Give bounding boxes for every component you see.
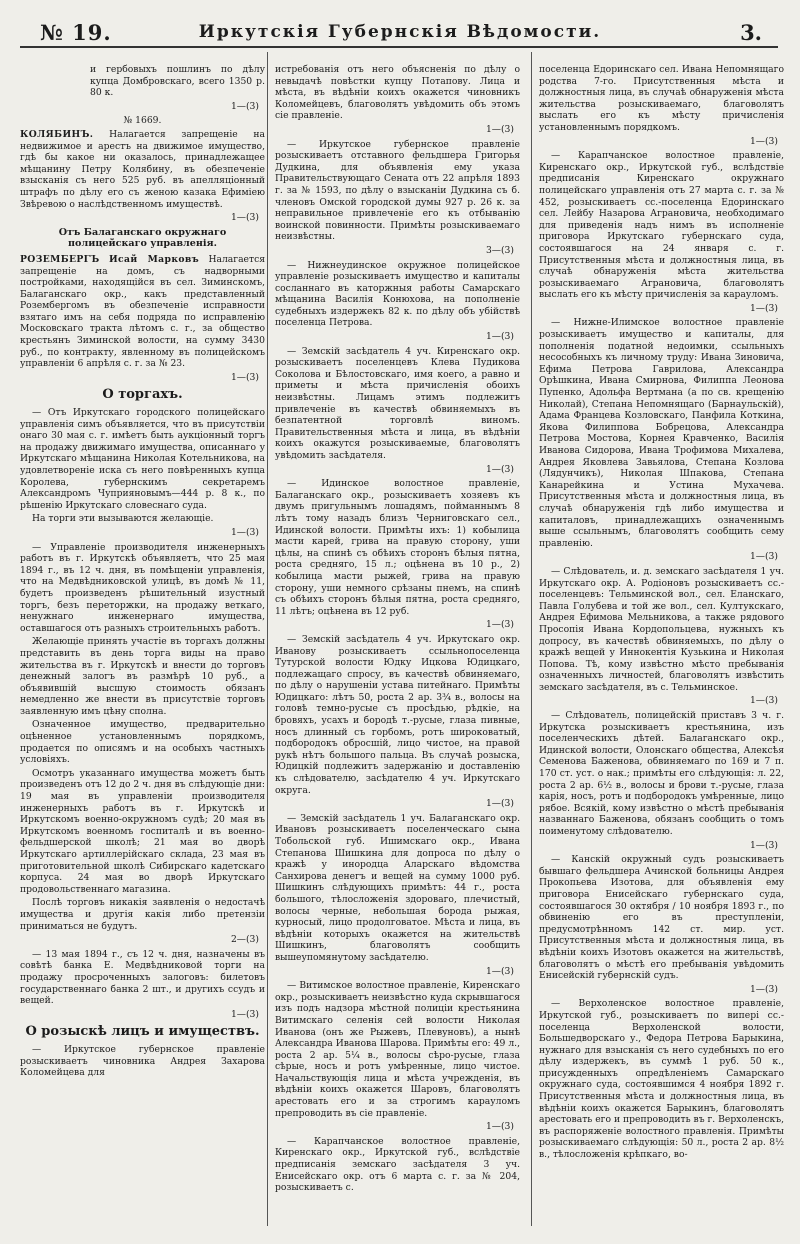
notice-paragraph: — Слѣдователь, и. д. земскаго засѣдателя 1 уч. Иркутскаго окр. А. Родіоновъ розыскиваетъ сс.-поселенцевъ: Тельминской вол., сел. Еланскаго, Павла Голубева и той же вол., сел. Култукскаго, Андрея Ефимова Мельникова, а также рядового Просопія Ивана Кордопольцева, нужныхъ къ допросу, въ качествѣ обвиняемыхъ, по дѣлу о кражѣ вещей у Иннокентія Кузькина и Николая Попова. Тѣ, кому извѣстно мѣсто пребыванія означенныхъ личностей, благоволятъ извѣстить земскаго засѣдателя, въ с. Тельминское. — [539, 565, 784, 693]
notice-signature: 3—(3) — [485, 244, 514, 256]
notice-paragraph: — Витимское волостное правленіе, Киренскаго окр., розыскиваетъ неизвѣстно куда скрывшагося изъ подъ надзора мѣстной полиціи крестьянина Витимскаго селенія сей волости Николая Иванова (онъ же Рыжевъ, Плевуновъ), а нынѣ Александра Иванова Шарова. Примѣты его: 49 л., роста 2 ар. 5¼ в., волосы сѣро-русые, глаза сѣрые, носъ и ротъ умѣренные, лицо чистое. Начальствующія лица и мѣста учрежденія, въ вѣдѣніи коихъ окажется Шаровъ, благоволятъ арестовать его и за строгимъ карауломъ препроводить въ сіе правленіе. — [275, 980, 520, 1119]
notice-paragraph: — 13 мая 1894 г., съ 12 ч. дня, назначены въ совѣтѣ банка Е. Медвѣдниковой торги на продажу просроченныхъ залоговъ: билетовъ государственнаго банка 2 шт., и другихъ ссудъ и вещей. — [20, 948, 265, 1007]
notice-surname: КОЛЯБИНЪ. — [20, 128, 94, 140]
notice-paragraph: — Земскій засѣдатель 4 уч. Киренскаго окр. розыскиваетъ поселенцевъ Клева Пудикова Соколова и Бѣлостовскаго, имя коего, а равно и приметы и мѣста причисленія обоихъ неизвѣстны. Лицамъ этимъ подлежитъ привлеченіе въ качествѣ обвиняемыхъ въ безпатентной торговлѣ виномъ. Правительственныя мѣста и лица, въ вѣдѣніи коихъ окажутся розыскиваемые, благоволятъ увѣдомить засѣдателя. — [275, 345, 520, 461]
page-number: 3. — [740, 20, 762, 45]
notice-paragraph: и гербовыхъ пошлинъ по дѣлу купца Домбровскаго, всего 1350 р. 80 к. — [90, 64, 265, 99]
column-right — [539, 64, 784, 1232]
notice-paragraph: Послѣ торговъ никакія заявленія о недостачѣ имущества и другія какія либо претензіи приниматься не будутъ. — [20, 897, 265, 932]
notice-signature: 1—(3) — [749, 551, 778, 563]
notice-signature: 1—(3) — [230, 371, 259, 383]
notice-signature: 1—(3) — [230, 1008, 259, 1020]
notice-signature: 1—(3) — [230, 526, 259, 538]
section-heading-auctions: О торгахъ. — [102, 387, 183, 403]
notice-paragraph: — Нижнеудинское окружное полицейское управленіе розыскиваетъ имущество и капиталы сосланнаго въ каторжныя работы Самарскаго мѣщанина Василія Конюхова, на пополненіе судебныхъ издержекъ 82 к. по дѣлу объ убійствѣ поселенца Петрова. — [275, 259, 520, 329]
notice-paragraph: — Слѣдователь, полицейскій приставъ 3 ч. г. Иркутска розыскиваетъ крестьянина, изъ поселенческихъ дѣтей. Балаганскаго окр., Идинской волости, Олонскаго общества, Алексѣя Семенова Баженова, обвиняемаго по 169 и 7 п. 170 ст. уст. о нак.; примѣты его слѣдующія: л. 22, роста 2 ар. 6½ в., волосы и брови т.-русые, глаза карія, носъ, ротъ и подбородокъ умѣренные, лицо рябое. Всякій, кому извѣстно о мѣстѣ пребыванія названнаго Баженова, обязанъ сообщить о томъ поименутому слѣдователю. — [539, 710, 784, 837]
section-subheading: Отъ Балаганскаго окружнаго полицейскаго управленія. — [58, 226, 227, 250]
notice-paragraph: — Отъ Иркутскаго городского полицейскаго управленія симъ объявляется, что въ присутствіи онаго 30 мая с. г. имѣетъ быть аукціонный торгъ на продажу движимаго имущества, описаннаго у Иркутскаго мѣщанина Николая Котельникова, на удовлетвореніе иска съ него повѣренныхъ купца Королева, губернскимъ секретаремъ Александромъ Чуприяновымъ—444 р. 8 к., по рѣшенію Иркутскаго словеснаго суда. — [20, 407, 265, 511]
notice-paragraph: — Земскій засѣдатель 4 уч. Иркутскаго окр. Иванову розыскиваетъ ссыльнопоселенца Тутурской волости Юдку Ицкова Юдицкаго, подлежащаго спросу, въ качествѣ обвиняемаго, по дѣлу о нарушеніи устава питейнаго. Примѣты Юдицкаго: лѣтъ 50, роста 2 ар. 3¾ в., волосы на головѣ темно-русые съ просѣдью, рѣдкіе, на бровяхъ, усахъ и бородѣ т.-русые, глаза пивные, носъ длинный съ горбомъ, ротъ широковатый, подбородокъ обросшій, лицо чистое, на правой рукѣ нѣтъ большого пальца. Въ случаѣ розыска, Юдицкій подлежитъ задержанію и доставленію къ слѣдователю, засѣдателю 4 уч. Иркутскаго округа. — [275, 633, 520, 796]
notice-signature: 2—(3) — [230, 934, 259, 946]
notice-signature: 1—(3) — [749, 695, 778, 707]
notice-paragraph: поселенца Едоринскаго сел. Ивана Непомнящаго родства 7-го. Присутственныя мѣста и должностныя лица, въ случаѣ обнаруженія мѣста жительства розыскиваемаго, благоволятъ выслать его къ мѣсту причисленія установленнымъ порядкомъ. — [539, 64, 784, 133]
notice-signature: 1—(3) — [485, 798, 514, 810]
notice-signature: 1—(3) — [230, 212, 259, 224]
notice-paragraph: — Управленіе производителя инженерныхъ работъ въ г. Иркутскѣ объявляетъ, что 25 мая 1894 г., въ 12 ч. дня, въ помѣщеніи управленія, что на Медвѣдниковской улицѣ, въ домѣ № 11, будетъ произведенъ рѣшительный изустный торгъ, безъ переторжки, на продажу веткаго, ненужнаго инженернаго имущества, оставшагося отъ разныхъ строительныхъ работъ. — [20, 541, 265, 634]
notice-signature: 1—(3) — [230, 100, 259, 112]
notice-paragraph: — Иркутское губернское правленіе розыскиваетъ отставного фельдшера Григорья Дудкина, для объявленія ему указа Правительствующаго Сената отъ 22 апрѣля 1893 г. за № 1593, по дѣлу о взысканіи Дудкина съ б. членовъ Омской городской думы 927 р. 26 к. за неправильное привлеченіе его къ отбыванію воинской повинности. Примѣты розыскиваемаго неизвѣстны. — [275, 138, 520, 243]
notice-number: № 1669. — [123, 115, 162, 127]
notice-signature: 1—(3) — [749, 302, 778, 314]
notice-paragraph: РОЗЕМБЕРГЪ Исай Марковъ Налагается запрещеніе на домъ, съ надворными постройками, находящійся въ сел. Зиминскомъ, Балаганскаго окр., какъ представленный Розембергомъ въ обезпеченіе исправности взятаго имъ на себя подряда по исправленію Московскаго тракта лѣтомъ с. г., за общество крестьянъ Зиминской волости, на сумму 3430 руб., по контракту, явленному въ полицейскомъ управленіи 6 апрѣля с. г. за № 23. — [20, 253, 265, 370]
notice-signature: 1—(3) — [485, 123, 514, 135]
notice-paragraph: — Земскій засѣдатель 1 уч. Балаганскаго окр. Ивановъ розыскиваетъ поселенческаго сына Тобольской губ. Ишимскаго окр., Ивана Степанова Шишкина для допроса по дѣлу о кражѣ у инородца Аларскаго вѣдомства Санхирова денегъ и вещей на сумму 1000 руб. Шишкинъ слѣдующихъ примѣтъ: 44 г., роста большого, тѣлосложенія здороваго, плечистый, волосы черные, небольшая борода рыжая, курносый, лицо продолговатое. Мѣста и лица, въ вѣдѣніи которыхъ окажется на жительствѣ Шишкинъ, благоволятъ сообщить вышеупомянутому засѣдателю. — [275, 812, 520, 963]
newspaper-title: Иркутскія Губернскія Вѣдомости. — [198, 22, 602, 42]
column-divider-right — [531, 52, 532, 1226]
notice-paragraph: — Идинское волостное правленіе, Балаганскаго окр., розыскиваетъ хозяевъ къ двумъ пригульнымъ лошадямъ, пойманнымъ 8 лѣтъ тому назадъ близъ Черниговскаго сел., Идинской волости. Примѣты ихъ: 1) кобылица масти карей, грива на правую сторону, уши цѣлы, на спинѣ съ обѣихъ сторонъ бѣлыя пятна, роста средняго, 15 л.; оцѣнена въ 10 р., 2) кобылица масти рыжей, грива на правую сторону, уши немного срѣзаны пнемъ, на спинѣ съ обѣихъ сторонъ бѣлыя пятна, роста средняго, 11 лѣтъ; оцѣнена въ 12 руб. — [275, 478, 520, 617]
notice-paragraph: — Карапчанское волостное правленіе, Киренскаго окр., Иркутской губ., вслѣдствіе предписанія земскаго засѣдателя 3 уч. Енисейскаго окр. отъ 6 марта с. г. за № 204, розыскиваетъ с. — [275, 1135, 520, 1194]
notice-signature: 1—(3) — [749, 135, 778, 147]
notice-signature: 1—(3) — [485, 1121, 514, 1133]
notice-paragraph: истребованія отъ него объясненія по дѣлу о невыдачѣ повѣстки купцу Потапову. Лица и мѣста, въ вѣдѣніи коихъ окажется чиновникъ Коломейцевъ, благоволятъ увѣдомить объ этомъ сіе правленіе. — [275, 64, 520, 122]
header-rule — [20, 46, 778, 48]
notice-paragraph: Означенное имущество, предварительно оцѣненное установленнымъ порядкомъ, продается по описямъ и на особыхъ частныхъ условіяхъ. — [20, 719, 265, 766]
notice-signature: 1—(3) — [485, 619, 514, 631]
notice-paragraph: — Иркутское губернское правленіе розыскиваетъ чиновника Андрея Захарова Коломейцева для — [20, 1043, 265, 1079]
column-left — [20, 64, 265, 1232]
notice-paragraph: — Верхоленское волостное правленіе, Иркутской губ., розыскиваетъ по випері сс.-поселенца Верхоленской волости, Большедворскаго у., Федора Петрова Барыкина, нужнаго для взысканія съ него судебныхъ по его дѣлу издержекъ, въ суммѣ 1 руб. 50 к., присужденныхъ опредѣленіемъ Самарскаго окружнаго суда, состоявшимся 4 ноября 1892 г. Присутственныя мѣста и должностныя лица, въ вѣдѣніи коихъ окажется Барыкинъ, благоволятъ арестовать его и препроводить въ г. Верхоленскъ, въ распоряженіе волостного правленія. Примѣты розыскиваемаго слѣдующія: 50 л., роста 2 ар. 8½ в., тѣлосложенія крѣпкаго, во- — [539, 998, 784, 1161]
notice-forename: Исай Марковъ — [108, 253, 200, 265]
section-heading-searches: О розыскѣ лицъ и имуществъ. — [25, 1024, 260, 1040]
notice-paragraph: — Канскій окружный судъ розыскиваетъ бывшаго фельдшера Ачинской больницы Андрея Прокопьева Изотова, для объявленія ему приговора Енисейскаго губернскаго суда, состоявшагося 30 октября / 10 ноября 1893 г., по обвиненію его въ преступленіи, предусмотрѣнномъ 142 ст. мир. уст. Присутственныя мѣста и должностныя лица, въ вѣдѣніи коихъ Изотовъ окажется на жительствѣ, благоволятъ о мѣстѣ его пребыванія увѣдомить Енисейскій губернскій судъ. — [539, 854, 784, 982]
notice-paragraph: На торги эти вызываются желающіе. — [32, 513, 214, 525]
notice-signature: 1—(3) — [485, 965, 514, 977]
notice-signature: 1—(3) — [749, 839, 778, 851]
issue-number: № 19. — [40, 20, 112, 45]
notice-signature: 1—(3) — [749, 983, 778, 995]
column-middle — [275, 64, 520, 1232]
column-divider-left — [267, 52, 268, 1226]
notice-signature: 1—(3) — [485, 331, 514, 343]
notice-paragraph: КОЛЯБИНЪ. Налагается запрещеніе на недвижимое и арестъ на движимое имущество, гдѣ бы какое ни оказалось, принадлежащее мѣщанину Петру Колябину, въ обезпеченіе взысканія съ него 525 руб. въ апелляціонный штрафъ по дѣлу его съ женою казака Ефиміею Звѣревою о наслѣдственномъ имуществѣ. — [20, 128, 265, 210]
page-header — [0, 0, 800, 50]
notice-paragraph: Осмотръ указаннаго имущества можетъ быть произведенъ отъ 12 до 2 ч. дня въ слѣдующіе дни: 19 мая въ управленіи производителя инженерныхъ работъ въ г. Иркутскѣ и Иркутскомъ военно-окружномъ судѣ; 20 мая въ Иркутскомъ военномъ госпиталѣ и въ военно-фельдшерской школѣ; 21 мая во дворѣ Иркутскаго артиллерійскаго склада, 23 мая въ приготовительной школѣ Сибирскаго кадетскаго корпуса. 24 мая во дворѣ Иркутскаго продовольственнаго магазина. — [20, 767, 265, 895]
notice-surname: РОЗЕМБЕРГЪ — [20, 253, 100, 265]
notice-paragraph: — Карапчанское волостное правленіе, Киренскаго окр., Иркутской губ., вслѣдствіе предписанія Киренскаго окружнаго полицейскаго управленія отъ 27 марта с. г. за № 452, розыскиваетъ сс.-поселенца Едоринскаго сел. Лейбу Назарова Аграновича, необходимаго для приведенія надъ нимъ въ исполненіе приговора Иркутскаго губернскаго суда, состоявшагося на 24 января с. г. Присутственныя мѣста и должностныя лица, въ случаѣ обнаруженія мѣста жительства розыскиваемаго Аграновича, благоволятъ выслать его къ мѣсту причисленія за карауломъ. — [539, 150, 784, 301]
notice-paragraph: Желающіе принять участіе въ торгахъ должны представить въ день торга виды на право жительства въ г. Иркутскѣ и внести до торговъ денежный залогъ въ размѣрѣ 10 руб., а объявившій высшую стоимость обязанъ немедленно же внести въ присутствіе торговъ заявленную имъ цѣну сполна. — [20, 636, 265, 717]
notice-paragraph: — Нижне-Илимское волостное правленіе розыскиваетъ имущество и капиталы, для пополненія податной недоимки, ссыльныхъ несособныхъ къ личному труду: Ивана Зиновича, Ефима Петрова Гаврилова, Александра Орѣшкина, Ивана Смирнова, Филиппа Леонова Пупенко, Адольфа Вертмана (а по св. крещенію Николай), Степана Непомнящаго (Барнаульскій), Адама Францева Козловскаго, Панфила Коткина, Якова Филиппова Бобрецова, Александра Петрова Мостова, Корнея Кравченко, Василія Иванова Сидорова, Ивана Трофимова Михалева, Андрея Яковлева Завьялова, Степана Козлова (Лядунчикъ), Николая Шпакова, Степана Канарейкина и Устина Мухачева. Присутственныя мѣста и должностныя лица, въ случаѣ обнаруженія гдѣ либо имущества и капиталовъ, принадлежащихъ означеннымъ выше ссыльнымъ, благоволятъ сообщить сему правленію. — [539, 317, 784, 549]
notice-signature: 1—(3) — [485, 463, 514, 475]
